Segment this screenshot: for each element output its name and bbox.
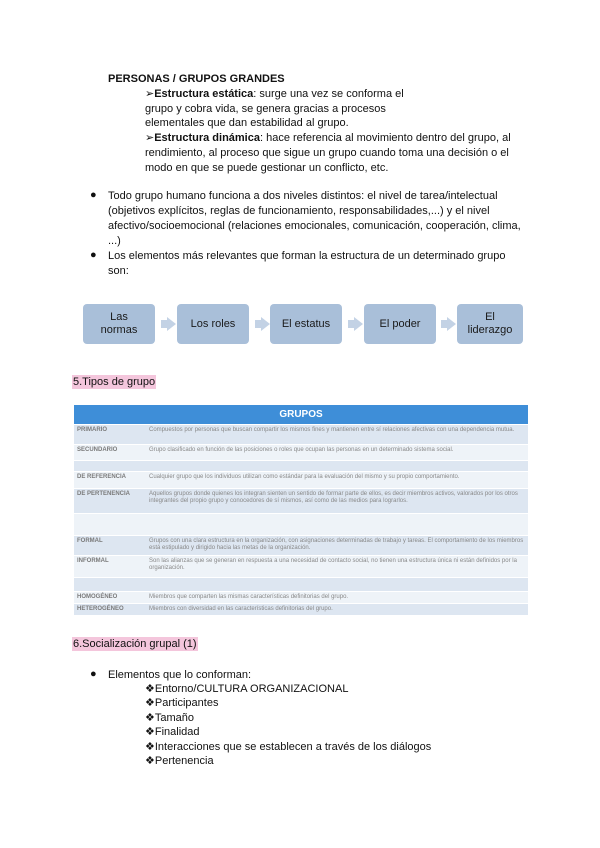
- table-cell-key: PRIMARIO: [74, 425, 146, 445]
- list-item: [145, 696, 218, 711]
- section-5-heading: 5.Tipos de grupo: [73, 376, 156, 388]
- diamond-bullet-icon: ❖: [145, 683, 155, 695]
- flow-arrow-icon: [261, 317, 270, 331]
- flow-label: Los roles: [190, 317, 236, 330]
- bullet-dot-icon: ●: [90, 189, 97, 201]
- table-cell-key: FORMAL: [74, 536, 146, 556]
- flow-label: El estatus: [281, 317, 331, 330]
- table-row: [74, 472, 528, 489]
- flow-box-normas: [83, 304, 155, 344]
- table-cell-value: Miembros que comparten las mismas características definitorias del grupo.: [146, 592, 528, 604]
- flow-arrow-icon: [354, 317, 363, 331]
- table-cell-key: HOMOGÉNEO: [74, 592, 146, 604]
- table-cell-value: Compuestos por personas que buscan compartir los mismos fines y mantienen entre sí relaciones afectivas con una dependencia mutua.: [146, 425, 528, 445]
- dinamica-text: : hace referencia al movimiento dentro del grupo, al: [259, 132, 511, 144]
- list-item: [145, 740, 431, 755]
- list-item: [145, 682, 348, 697]
- bullet-1-line-3: afectivo/socioemocional (relaciones emocionales, comunicación, cooperación, clima,: [108, 220, 521, 232]
- bullet-1-line-1: Todo grupo humano funciona a dos niveles distintos: el nivel de tarea/intelectual: [108, 190, 498, 202]
- table-row: [74, 514, 528, 536]
- diamond-bullet-icon: ❖: [145, 726, 155, 738]
- list-item-label: Finalidad: [154, 726, 200, 738]
- list-item-label: Tamaño: [154, 712, 195, 724]
- table-row: [74, 536, 528, 556]
- table-cell-key: [74, 578, 146, 592]
- flow-arrow-icon: [167, 317, 176, 331]
- flow-label: El poder: [379, 317, 421, 330]
- flow-box-liderazgo: [457, 304, 523, 344]
- table-cell-value: Cualquier grupo que los individuos utilizan como estándar para la evaluación del mismo y su propio comportamiento.: [146, 472, 528, 489]
- dinamica-label: Estructura dinámica: [154, 132, 260, 144]
- flow-label: El: [485, 311, 495, 323]
- table-cell-value: [146, 461, 528, 472]
- table-cell-key: DE REFERENCIA: [74, 472, 146, 489]
- bullet-dot-icon: ●: [90, 249, 97, 261]
- dinamica-line-1: [145, 131, 511, 146]
- table-row: [74, 461, 528, 472]
- bullet-1-line-4: ...): [108, 235, 121, 247]
- section-6-bullet: Elementos que lo conforman:: [108, 669, 252, 681]
- bullet-2-line-2: son:: [108, 265, 129, 277]
- table-cell-value: [146, 514, 528, 536]
- table-cell-key: SECUNDARIO: [74, 445, 146, 461]
- list-item-label: Entorno/CULTURA ORGANIZACIONAL: [154, 683, 349, 695]
- bullet-1-line-2: (objetivos explícitos, reglas de funcionamiento, responsabilidades,...) y el nivel: [108, 205, 490, 217]
- table-cell-key: INFORMAL: [74, 556, 146, 578]
- dinamica-line-3: modo en que se puede gestionar un conflicto, etc.: [145, 162, 389, 174]
- estatica-line-3: elementales que dan estabilidad al grupo.: [145, 117, 349, 129]
- flow-label: liderazgo: [467, 324, 513, 336]
- arrow-bullet-icon: ➢: [145, 88, 155, 100]
- table-cell-key: [74, 514, 146, 536]
- section-6-heading: 6.Socialización grupal (1): [73, 638, 197, 650]
- dinamica-line-2: rendimiento, al proceso que sigue un grupo cuando toma una decisión o el: [145, 147, 509, 159]
- list-item-label: Participantes: [154, 697, 219, 709]
- flow-arrow-icon: [447, 317, 456, 331]
- table-cell-value: Miembros con diversidad en las características definitorias del grupo.: [146, 604, 528, 616]
- bullet-2-line-1: Los elementos más relevantes que forman la estructura de un determinado grupo: [108, 250, 506, 262]
- flow-box-roles: [177, 304, 249, 344]
- list-item-label: Pertenencia: [154, 755, 214, 767]
- table-cell-key: [74, 461, 146, 472]
- table-row: [74, 592, 528, 604]
- grupos-table: [74, 405, 528, 615]
- table-row: [74, 489, 528, 514]
- table-cell-key: DE PERTENENCIA: [74, 489, 146, 514]
- section-title-personas: PERSONAS / GRUPOS GRANDES: [108, 73, 285, 85]
- diamond-bullet-icon: ❖: [145, 697, 155, 709]
- estatica-line-2: grupo y cobra vida, se genera gracias a procesos: [145, 103, 386, 115]
- diamond-bullet-icon: ❖: [145, 741, 155, 753]
- table-cell-value: Son las alianzas que se generan en respuesta a una necesidad de contacto social, no tienen una estructura única ni están definidos por la organización.: [146, 556, 528, 578]
- list-item-label: Interacciones que se establecen a través de los diálogos: [154, 741, 432, 753]
- estatica-text: : surge una vez se conforma el: [253, 88, 404, 100]
- arrow-bullet-icon: ➢: [145, 132, 155, 144]
- diamond-bullet-icon: ❖: [145, 712, 155, 724]
- table-row: [74, 425, 528, 445]
- flow-label: normas: [100, 324, 138, 336]
- estatica-label: Estructura estática: [154, 88, 254, 100]
- table-cell-value: Aquellos grupos donde quienes los integran sienten un sentido de formar parte de ellos, es decir miembros activos, valorados por los otros integrantes del propio grupo y conocedores de sí mismos, así como de las medios para lograrlos.: [146, 489, 528, 514]
- estatica-line-1: [145, 87, 404, 102]
- list-item: [145, 711, 194, 726]
- bullet-dot-icon: ●: [90, 668, 97, 680]
- flow-label: Las: [110, 311, 128, 323]
- table-header: GRUPOS: [74, 405, 528, 425]
- table-row: [74, 556, 528, 578]
- list-item: [145, 754, 214, 769]
- table-cell-value: [146, 578, 528, 592]
- flow-box-estatus: [270, 304, 342, 344]
- table-row: [74, 578, 528, 592]
- flow-box-poder: [364, 304, 436, 344]
- list-item: [145, 725, 200, 740]
- table-cell-value: Grupos con una clara estructura en la organización, con asignaciones determinadas de trabajo y tareas. El comportamiento de los miembros está estipulado y dirigido hacia las metas de la organización.: [146, 536, 528, 556]
- table-cell-value: Grupo clasificado en función de las posiciones o roles que ocupan las personas en un determinado sistema social.: [146, 445, 528, 461]
- table-row: [74, 445, 528, 461]
- table-cell-key: HETEROGÉNEO: [74, 604, 146, 616]
- diamond-bullet-icon: ❖: [145, 755, 155, 767]
- table-row: [74, 604, 528, 616]
